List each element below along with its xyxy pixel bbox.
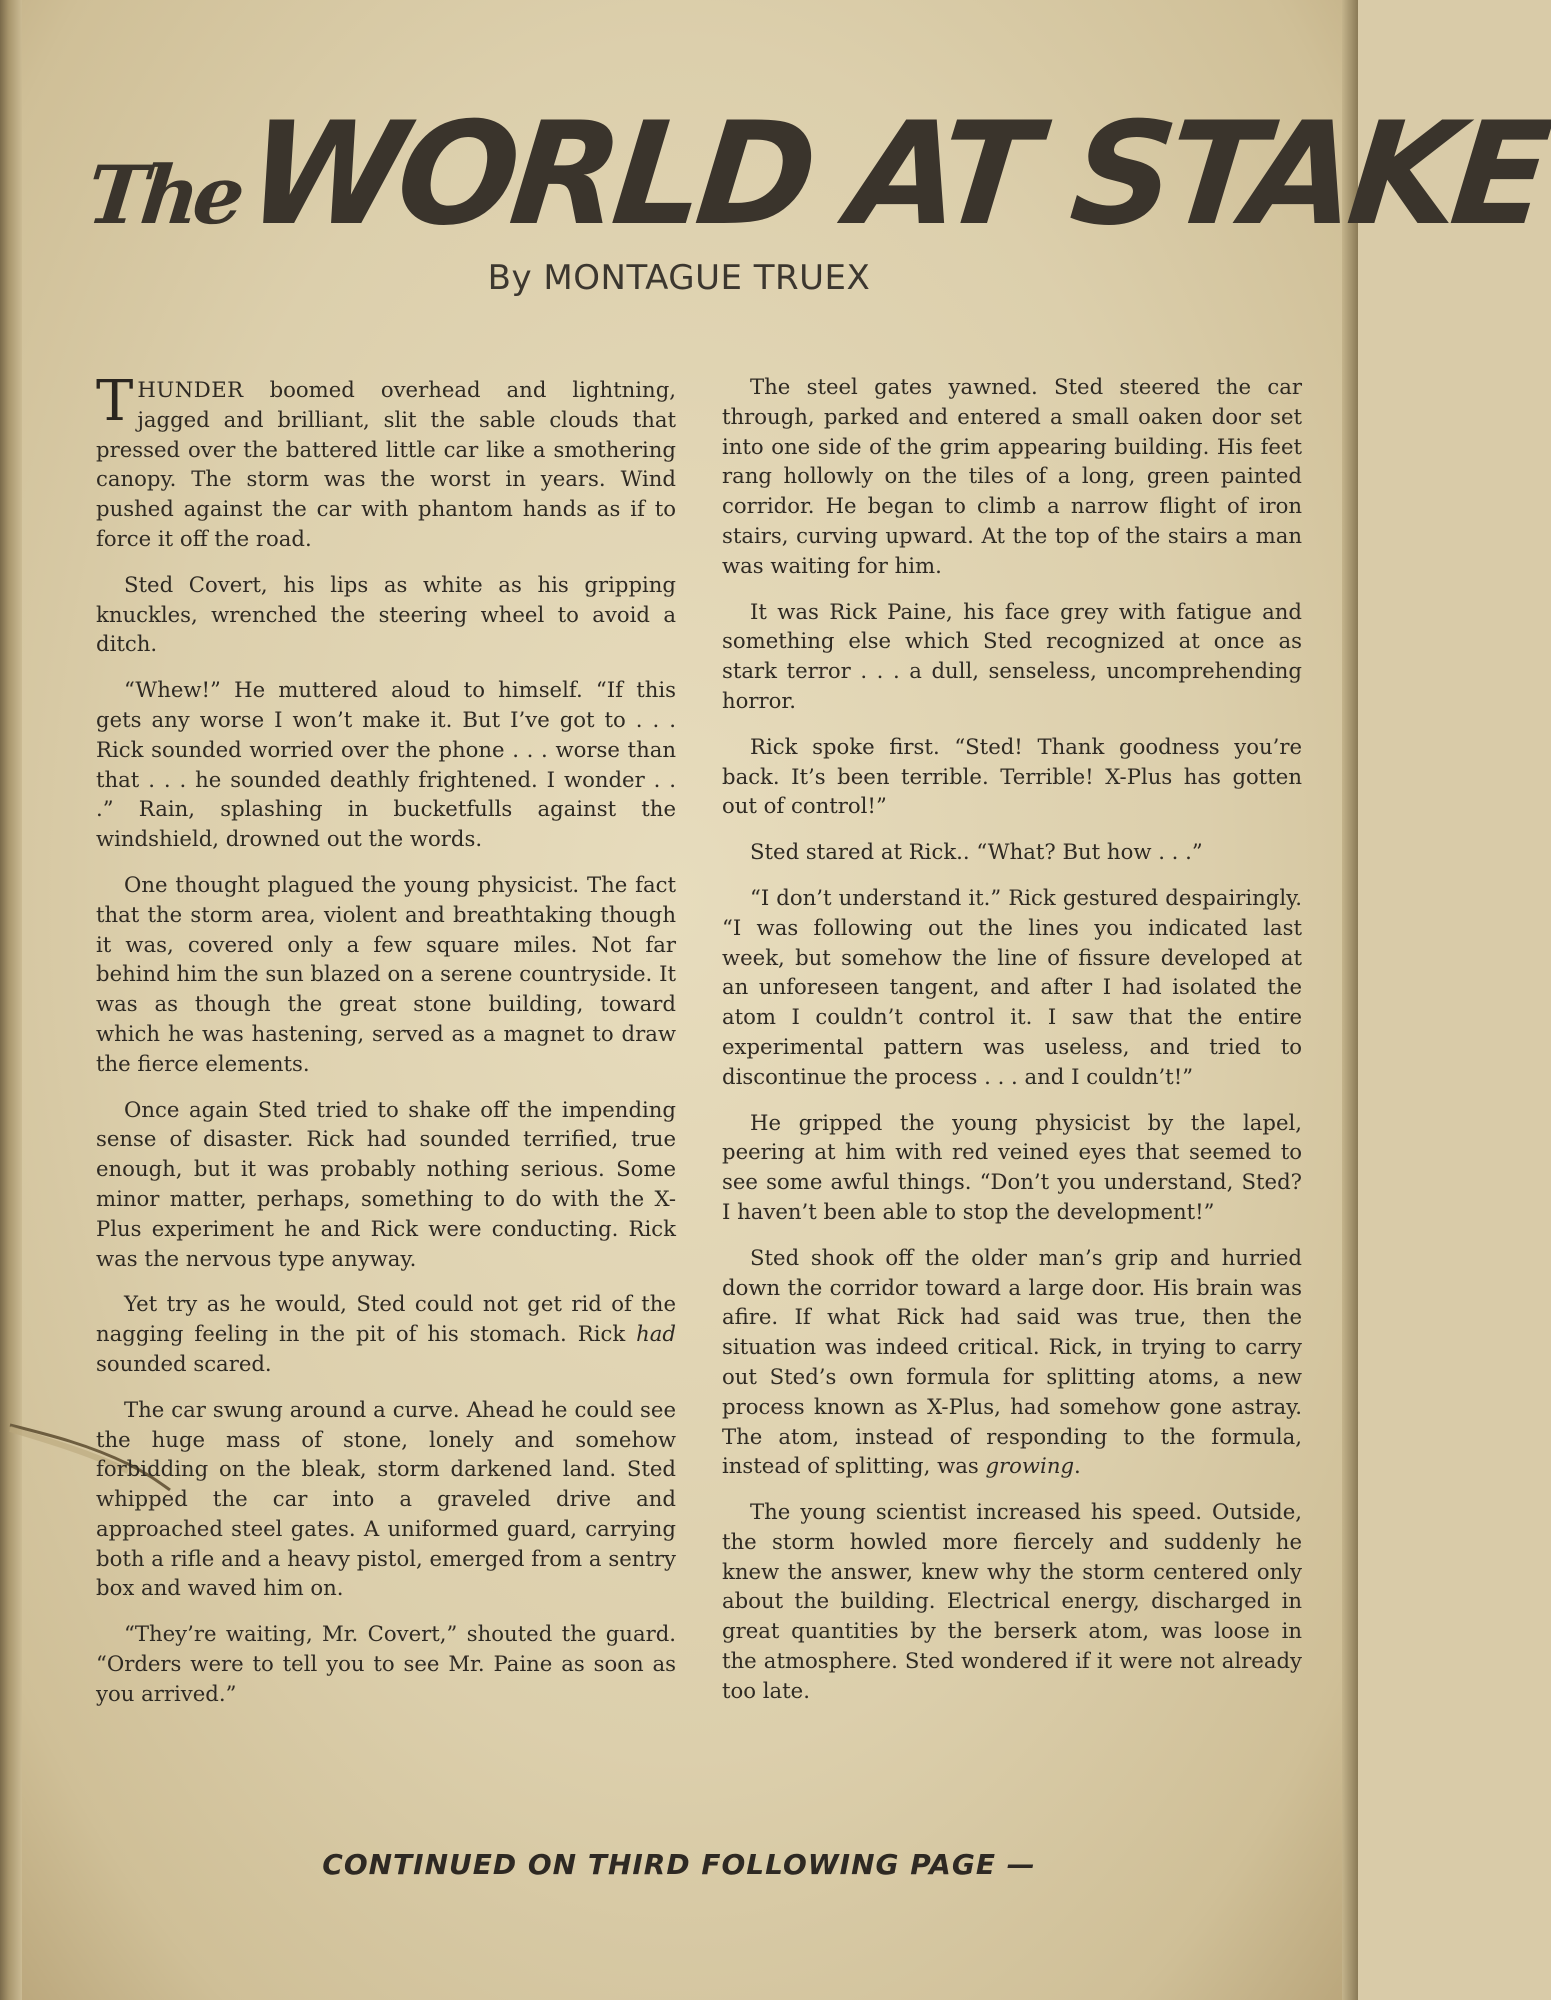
paragraph: Sted Covert, his lips as white as his gripping knuckles, wrenched the steering wheel to avoid a ditch. bbox=[96, 571, 676, 657]
paragraph: The steel gates yawned. Sted steered the car through, parked and entered a small oaken door set into one side of the grim appearing building. His feet rang hollowly on the tiles of a long, green painted corridor. He began to climb a narrow flight of iron stairs, curving upward. At the top of the stairs a man was waiting for him. bbox=[722, 374, 1302, 578]
emphasis: growing bbox=[985, 1453, 1075, 1479]
paragraph: He gripped the young physicist by the lapel, peering at him with red veined eyes that seemed to see some awful things. “Don’t you understand, Sted? I haven’t been able to stop the development!” bbox=[722, 1109, 1302, 1224]
paragraph: “Whew!” He muttered aloud to himself. “If this gets any worse I won’t make it. But I’ve got to . . . Rick sounded worried over the phone . . . worse than that . . . he sounded deathly frightened. I wonder . . .” Rain, splashing in bucketfulls against the windshield, drowned out the words. bbox=[96, 677, 676, 852]
paragraph-lead: HUNDER bbox=[137, 377, 244, 402]
paragraph bbox=[96, 1289, 676, 1378]
left-column bbox=[96, 369, 676, 1725]
paragraph bbox=[722, 1243, 1302, 1481]
paragraph-text: . bbox=[1074, 1453, 1081, 1479]
paragraph: Once again Sted tried to shake off the impending sense of disaster. Rick had sounded terrified, true enough, but it was probably nothing serious. Some minor matter, perhaps, something to do with the X-Plus experiment he and Rick were conducting. Rick was the nervous type anyway. bbox=[96, 1096, 676, 1271]
paragraph: Sted stared at Rick.. “What? But how . . .” bbox=[750, 839, 1203, 865]
continued-note: CONTINUED ON THIRD FOLLOWING PAGE — bbox=[322, 1848, 1036, 1881]
paragraph-text: boomed overhead and lightning, jagged and brilliant, slit the sable clouds that pressed over the battered little car like a smothering canopy. The storm was the worst in years. Wind pushed against the car with phantom hands as if to force it off the road. bbox=[96, 377, 676, 551]
paragraph-text: sounded scared. bbox=[96, 1350, 272, 1376]
page-right-edge bbox=[1342, 0, 1358, 2000]
paragraph-text: Yet try as he would, Sted could not get rid of the nagging feeling in the pit of his stomach. Rick bbox=[96, 1291, 676, 1347]
paragraph: “They’re waiting, Mr. Covert,” shouted the guard. “Orders were to tell you to see Mr. Paine as soon as you arrived.” bbox=[96, 1621, 676, 1706]
story-byline: By MONTAGUE TRUEX bbox=[487, 258, 871, 298]
page-binding-edge bbox=[0, 0, 22, 2000]
drop-cap: T bbox=[96, 369, 134, 434]
paragraph bbox=[96, 369, 676, 554]
story-title-prefix: The bbox=[82, 148, 244, 242]
story-title-main: WORLD AT STAKE bbox=[239, 92, 1551, 257]
paragraph: One thought plagued the young physicist. The fact that the storm area, violent and breathtaking though it was, covered only a few square miles. Not far behind him the sun blazed on a serene countryside. It was as though the great stone building, toward which he was hastening, served as a magnet to draw the fierce elements. bbox=[96, 871, 676, 1076]
paragraph: “I don’t understand it.” Rick gestured despairingly. “I was following out the lines you indicated last week, but somehow the line of fissure developed at an unforeseen tangent, and after I had isolated the atom I couldn’t control it. I saw that the entire experimental pattern was useless, and tried to discontinue the process . . . and I couldn’t!” bbox=[722, 884, 1302, 1089]
right-column bbox=[722, 372, 1302, 1722]
paragraph: The young scientist increased his speed. Outside, the storm howled more fiercely and suddenly he knew the answer, knew why the storm centered only about the building. Electrical energy, discharged in great quantities by the berserk atom, was loose in the atmosphere. Sted wondered if it were not already too late. bbox=[722, 1499, 1302, 1703]
emphasis: had bbox=[636, 1321, 676, 1347]
story-title bbox=[82, 92, 1551, 257]
paragraph-text: Sted shook off the older man’s grip and hurried down the corridor toward a large door. His brain was afire. If what Rick had said was true, then the situation was indeed critical. Rick, in trying to carry out Sted’s own formula for splitting atoms, a new process known as X-Plus, had somehow gone astray. The atom, instead of responding to the formula, instead of splitting, was bbox=[722, 1244, 1302, 1479]
paragraph: It was Rick Paine, his face grey with fatigue and something else which Sted recognized at once as stark terror . . . a dull, senseless, uncomprehending horror. bbox=[722, 598, 1302, 713]
paragraph: The car swung around a curve. Ahead he could see the huge mass of stone, lonely and somehow forbidding on the bleak, storm darkened land. Sted whipped the car into a graveled drive and approached steel gates. A uniformed guard, carrying both a rifle and a heavy pistol, emerged from a sentry box and waved him on. bbox=[96, 1396, 676, 1601]
paragraph: Rick spoke first. “Sted! Thank goodness you’re back. It’s been terrible. Terrible! X-Plus has gotten out of control!” bbox=[722, 733, 1302, 819]
